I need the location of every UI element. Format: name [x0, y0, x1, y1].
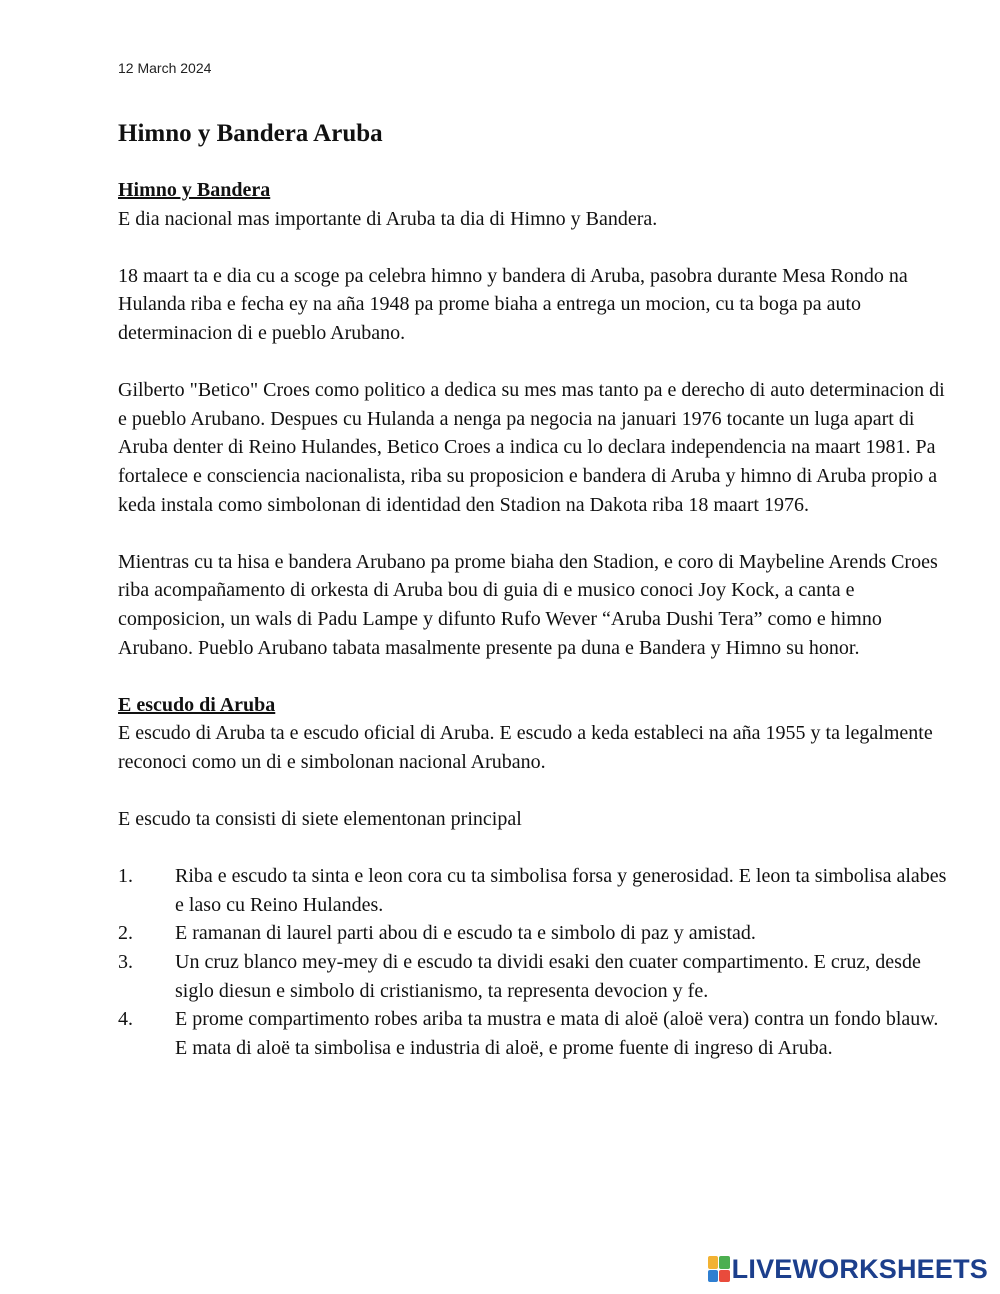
- paragraph: 18 maart ta e dia cu a scoge pa celebra himno y bandera di Aruba, pasobra durante Mesa Rondo na Hulanda riba e fecha ey na aña 1948 pa prome biaha a entrega un mocion, cu ta boga pa auto determinacion di e pueblo Arubano.: [118, 264, 908, 344]
- section-escudo: [118, 691, 948, 1063]
- paragraph: E escudo ta consisti di siete elementonan principal: [118, 808, 522, 831]
- document-body: [118, 176, 948, 1062]
- section-heading: E escudo di Aruba: [118, 693, 276, 716]
- paragraph: E escudo di Aruba ta e escudo oficial di Aruba. E escudo a keda estableci na aña 1955 y ta legalmente reconoci como un di e simbolonan nacional Arubano.: [118, 722, 933, 773]
- list-number: 1.: [118, 865, 133, 888]
- document-date: 12 March 2024: [118, 60, 212, 76]
- list-number: 4.: [118, 1008, 133, 1031]
- list-item: [118, 948, 948, 1005]
- logo-tile: [719, 1270, 730, 1283]
- list-text: Un cruz blanco mey-mey di e escudo ta dividi esaki den cuater compartimento. E cruz, desde siglo diesun e simbolo di cristianismo, ta representa devocion y fe.: [175, 951, 921, 1002]
- section-heading: Himno y Bandera: [118, 179, 271, 201]
- list-text: E prome compartimento robes ariba ta mustra e mata di aloë (aloë vera) contra un fondo blauw. E mata di aloë ta simbolisa e industria di aloë, e prome fuente di ingreso di Aruba.: [175, 1008, 939, 1059]
- liveworksheets-brand[interactable]: [708, 1252, 988, 1286]
- brand-name: LIVEWORKSHEETS: [731, 1253, 988, 1284]
- document-title: Himno y Bandera Aruba: [118, 120, 383, 147]
- logo-tile: [708, 1256, 719, 1269]
- logo-tile: [719, 1256, 730, 1269]
- numbered-list: [118, 862, 948, 1062]
- list-item: [118, 919, 948, 948]
- list-text: E ramanan di laurel parti abou di e escudo ta e simbolo di paz y amistad.: [175, 922, 756, 945]
- paragraph: Gilberto "Betico" Croes como politico a dedica su mes mas tanto pa e derecho di auto determinacion di e pueblo Arubano. Despues cu Hulanda a nenga pa negocia na januari 1976 tocante un luga apart di Aruba denter di Reino Hulandes, Betico Croes a indica cu lo declara independencia na maart 1981. Pa fortalece e consciencia nacionalista, riba su proposicion e bandera di Aruba y himno di Aruba propio a keda instala como simbolonan di identidad den Stadion na Dakota riba 18 maart 1976.: [118, 379, 945, 516]
- paragraph: E dia nacional mas importante di Aruba ta dia di Himno y Bandera.: [118, 207, 658, 230]
- liveworksheets-logo-icon: [708, 1256, 730, 1282]
- list-number: 3.: [118, 951, 133, 974]
- section-himno-y-bandera: [118, 176, 948, 662]
- list-item: [118, 862, 948, 919]
- logo-tile: [708, 1270, 719, 1283]
- list-text: Riba e escudo ta sinta e leon cora cu ta simbolisa forsa y generosidad. E leon ta simbolisa alabes e laso cu Reino Hulandes.: [175, 865, 947, 916]
- list-item: [118, 1005, 948, 1062]
- paragraph: Mientras cu ta hisa e bandera Arubano pa prome biaha den Stadion, e coro di Maybeline Arends Croes riba acompañamento di orkesta di Aruba bou di guia di e musico conoci Joy Kock, a canta e composicion, un wals di Padu Lampe y difunto Rufo Wever “Aruba Dushi Tera” como e himno Arubano. Pueblo Arubano tabata masalmente presente pa duna e Bandera y Himno su honor.: [118, 550, 938, 659]
- list-number: 2.: [118, 922, 133, 945]
